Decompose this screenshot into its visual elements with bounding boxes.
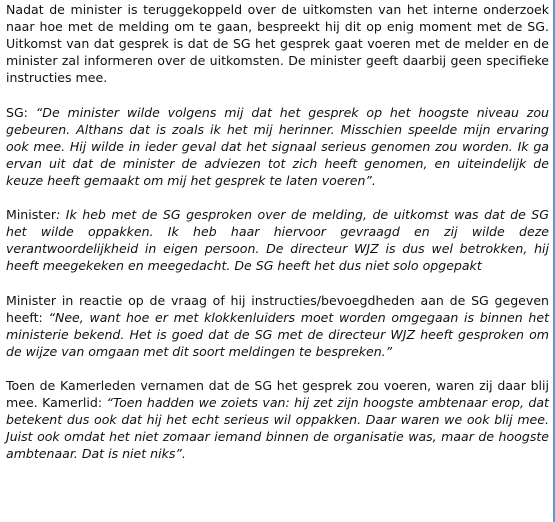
sg-speaker-label: SG:	[6, 104, 36, 120]
minister-reaction-quote: “Nee, want hoe er met klokkenluiders moet worden omgegaan is binnen het ministerie bekend. Het is goed dat de SG met de directeur WJZ heeft gesproken om de wijze van omgaan met dit soort meldingen te bespreken.”	[6, 309, 549, 359]
kamerlid-quote-text: “Toen hadden we zoiets van: hij zet zijn hoogste ambtenaar erop, dat betekent dus ook dat hij het echt serieus wil oppakken. Daar waren we ook blij mee. Juist ook omdat het niet zomaar iemand binnen de organisatie was, maar de hoogste ambtenaar. Dat is niet niks”.	[6, 395, 549, 462]
sg-quote-text: “De minister wilde volgens mij dat het gesprek op het hoogste niveau zou gebeuren. Althans dat is zoals ik het mij herinner. Misschien speelde mijn ervaring ook mee. Hij wilde in ieder geval dat het signaal serieus genomen zou worden. Ik ga ervan uit dat de minister de adviezen tot zich heeft genomen, en uiteindelijk de keuze heeft gemaakt om mij het gesprek te laten voeren”.	[6, 104, 549, 188]
minister-reaction-intro: Minister in reactie op de vraag of hij instructies/bevoegdheden aan de SG gegeven heeft:	[6, 292, 549, 325]
kamerlid-quote-paragraph	[6, 377, 549, 462]
minister-quote-text: : Ik heb met de SG gesproken over de melding, de uitkomst was dat de SG het wilde oppakken. Ik heb haar hiervoor gevraagd en zij wilde deze verantwoordelijkheid in eigen persoon. De directeur WJZ is dus wel betrokken, hij heeft meegekeken en meegedacht. De SG heeft het dus niet solo opgepakt	[6, 207, 549, 274]
minister-quote-paragraph	[6, 206, 549, 274]
minister-reaction-paragraph	[6, 292, 549, 360]
intro-text: Nadat de minister is teruggekoppeld over de uitkomsten van het interne onderzoek naar hoe met de melding om te gaan, bespreekt hij dit op enig moment met de SG. Uitkomst van dat gesprek is dat de SG het gesprek gaat voeren met de melder en de minister zal informeren over de uitkomsten. De minister geeft daarbij geen specifieke instructies mee.	[6, 2, 549, 86]
intro-paragraph	[6, 1, 549, 86]
kamerlid-intro: Toen de Kamerleden vernamen dat de SG het gesprek zou voeren, waren zij daar blij mee. Kamerlid:	[6, 378, 549, 411]
sg-quote-paragraph	[6, 104, 549, 189]
minister-speaker-label: Minister	[6, 207, 57, 223]
